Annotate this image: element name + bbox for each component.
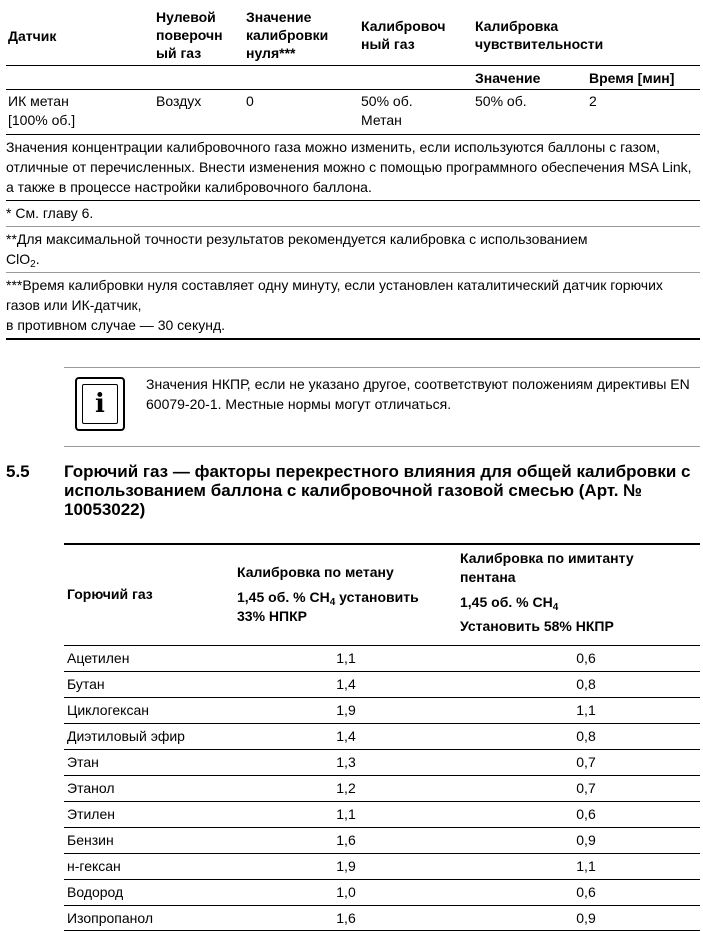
cell-gas: Этилен: [67, 806, 115, 822]
footnote-1: * См. главу 6.: [6, 201, 700, 227]
info-notice: [64, 367, 700, 447]
cell-cal-gas: 50% об. Метан: [361, 93, 413, 128]
header-pentane: Калибровка по имитанту пентана 1,45 об. % $CH_4$ Установить 58% НКПР: [460, 550, 634, 634]
cell-gas: Ацетилен: [67, 650, 130, 666]
header-span-time: Время [мин]: [589, 70, 675, 86]
footnote-3: ***Время калибровки нуля составляет одну минуту, если установлен каталитический датчик горючих газов или ИК-датчик, в противном случае — 30 секунд.: [6, 273, 700, 340]
cell-gas: Бензин: [67, 832, 114, 848]
calibration-table-header: [6, 4, 700, 66]
table-row: [64, 906, 700, 931]
table-row: [64, 672, 700, 698]
cell-pentane-factor: 0,9: [576, 910, 596, 926]
cell-gas: Циклогексан: [67, 702, 149, 718]
table-row: [64, 698, 700, 724]
cell-gas: Бутан: [67, 676, 105, 692]
cell-pentane-factor: 0,8: [576, 728, 596, 744]
cell-gas: Изопропанол: [67, 910, 154, 926]
cell-zero-gas: Воздух: [156, 93, 202, 109]
table-row: [64, 750, 700, 776]
cross-sensitivity-table: [64, 543, 700, 931]
table-row: [64, 802, 700, 828]
cell-span-time: 2: [589, 93, 597, 109]
cell-methane-factor: 1,6: [336, 910, 356, 926]
cell-methane-factor: 1,2: [336, 780, 356, 796]
cell-methane-factor: 1,9: [336, 858, 356, 874]
cell-methane-factor: 1,4: [336, 676, 356, 692]
footnote-2: **Для максимальной точности результатов рекомендуется калибровка с использованием ClO$_2$.: [6, 227, 700, 273]
cell-methane-factor: 1,0: [336, 884, 356, 900]
cell-gas: Водород: [67, 884, 124, 900]
cell-gas: Диэтиловый эфир: [67, 728, 185, 744]
cell-pentane-factor: 0,6: [576, 884, 596, 900]
calibration-table-subheader: [6, 66, 700, 90]
cell-pentane-factor: 1,1: [576, 858, 596, 874]
cell-methane-factor: 1,1: [336, 806, 356, 822]
header-gas: Горючий газ: [67, 586, 153, 602]
cell-gas: н-гексан: [67, 858, 121, 874]
cell-methane-factor: 1,9: [336, 702, 356, 718]
cell-gas: Этанол: [67, 780, 115, 796]
cell-pentane-factor: 0,9: [576, 832, 596, 848]
header-methane: Калибровка по метану 1,45 об. % $CH_4$ установить 33% НПКР: [237, 564, 419, 624]
table-note: Значения концентрации калибровочного газа можно изменить, если используются баллоны с газом, отличные от перечисленных. Внести изменения можно с помощью программного обеспечения MSA Link, а также в процессе настройки калибровочного баллона.: [6, 135, 700, 201]
table-row: [64, 880, 700, 906]
header-zero-cal: Значение калибровки нуля***: [246, 9, 329, 61]
header-sensor: Датчик: [8, 28, 57, 44]
table-row: [64, 776, 700, 802]
calibration-table: [6, 4, 700, 340]
table-row: [6, 90, 700, 135]
cross-sensitivity-body: [64, 646, 700, 931]
header-span-cal: Калибровка чувствительности: [475, 18, 604, 52]
cell-pentane-factor: 0,7: [576, 780, 596, 796]
info-text: Значения НКПР, если не указано другое, соответствуют положениям директивы EN 60079-20-1. Местные нормы могут отличаться.: [146, 376, 690, 412]
cell-span-value: 50% об.: [475, 93, 527, 109]
cell-pentane-factor: 0,7: [576, 754, 596, 770]
table-row: [64, 854, 700, 880]
cell-methane-factor: 1,4: [336, 728, 356, 744]
cross-sensitivity-header: [64, 545, 700, 646]
table-row: [64, 828, 700, 854]
cell-gas: Этан: [67, 754, 99, 770]
section-number: 5.5: [6, 462, 30, 481]
cell-sensor: ИК метан [100% об.]: [8, 93, 76, 128]
cell-pentane-factor: 0,6: [576, 806, 596, 822]
cell-methane-factor: 1,1: [336, 650, 356, 666]
header-span-value: Значение: [475, 70, 541, 86]
table-row: [64, 646, 700, 672]
cell-pentane-factor: 0,6: [576, 650, 596, 666]
table-row: [64, 724, 700, 750]
cell-methane-factor: 1,6: [336, 832, 356, 848]
header-cal-gas: Калибровоч ный газ: [361, 18, 446, 52]
cell-methane-factor: 1,3: [336, 754, 356, 770]
cell-pentane-factor: 0,8: [576, 676, 596, 692]
info-icon: i: [75, 377, 125, 431]
header-zero-gas: Нулевой поверочн ый газ: [156, 9, 223, 61]
section-title: Горючий газ — факторы перекрестного влияния для общей калибровки с использованием баллона с калибровочной газовой смесью (Арт. № 10053022): [64, 462, 691, 519]
cell-pentane-factor: 1,1: [576, 702, 596, 718]
cell-zero-cal: 0: [246, 93, 254, 109]
